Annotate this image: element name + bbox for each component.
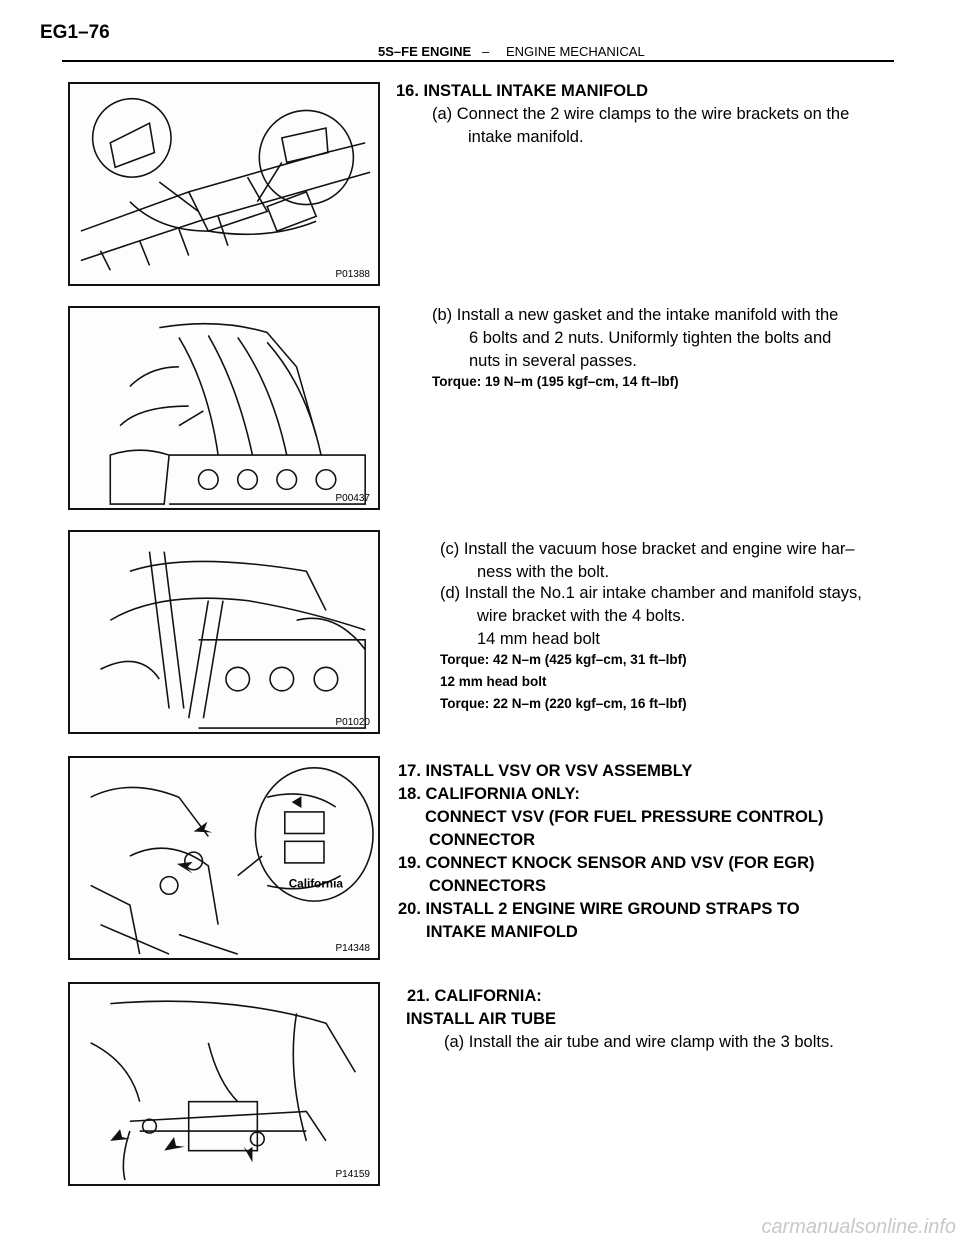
step-21a: (a) Install the air tube and wire clamp with the 3 bolts. [444,1033,834,1051]
figure-drawing [70,308,378,508]
intake-manifold-wire-clamp-illustration [68,82,380,286]
step-16d-torque2: Torque: 22 N–m (220 kgf–cm, 16 ft–lbf) [440,696,687,711]
california-callout: California [288,877,343,891]
header-rule [62,60,894,62]
step-20-line1: 20. INSTALL 2 ENGINE WIRE GROUND STRAPS TO [398,900,800,918]
header-separator: – [482,44,490,59]
step-18-line1: 18. CALIFORNIA ONLY: [398,785,580,803]
step-18-line3: CONNECTOR [429,831,536,849]
figure-drawing [70,532,378,732]
section-label: ENGINE MECHANICAL [506,44,645,59]
step-16d-torque1: Torque: 42 N–m (425 kgf–cm, 31 ft–lbf) [440,652,687,667]
vsv-connector-illustration [68,756,380,960]
step-21-line1: 21. CALIFORNIA: [407,987,542,1005]
figure-code: P00437 [335,493,370,504]
step-16d-line1: (d) Install the No.1 air intake chamber and manifold stays, [440,584,862,602]
step-16b-line3: nuts in several passes. [469,352,637,370]
figure-code: P14159 [335,1169,370,1180]
step-16b-line1: (b) Install a new gasket and the intake manifold with the [432,306,839,324]
air-tube-illustration [68,982,380,1186]
step-16c-line1: (c) Install the vacuum hose bracket and engine wire har– [440,540,855,558]
step-16b-line2: 6 bolts and 2 nuts. Uniformly tighten the bolts and [469,329,832,347]
step-16b-torque: Torque: 19 N–m (195 kgf–cm, 14 ft–lbf) [432,374,679,389]
figure-code: P14348 [335,943,370,954]
step-20-line2: INTAKE MANIFOLD [426,923,578,941]
figure-code: P01020 [335,717,370,728]
step-17: 17. INSTALL VSV OR VSV ASSEMBLY [398,762,693,780]
intake-manifold-gasket-illustration [68,306,380,510]
step-19-line1: 19. CONNECT KNOCK SENSOR AND VSV (FOR EGR) [398,854,815,872]
page-number: EG1–76 [40,22,110,43]
figure-drawing [70,984,378,1184]
step-21-line2: INSTALL AIR TUBE [406,1010,557,1028]
watermark: carmanualsonline.info [761,1216,956,1238]
step-18-line2: CONNECT VSV (FOR FUEL PRESSURE CONTROL) [425,808,824,826]
figure-drawing [70,84,378,284]
step-16d-bolt2: 12 mm head bolt [440,674,547,689]
step-16d-line2: wire bracket with the 4 bolts. [477,607,686,625]
figure-drawing [70,758,378,958]
step-16a-line1: (a) Connect the 2 wire clamps to the wire brackets on the [432,105,850,123]
step-16c-line2: ness with the bolt. [477,563,610,581]
manifold-stays-illustration [68,530,380,734]
step-16d-line3: 14 mm head bolt [477,630,600,648]
engine-label: 5S–FE ENGINE [378,44,472,59]
step-16-title: 16. INSTALL INTAKE MANIFOLD [396,82,649,100]
step-16a-line2: intake manifold. [468,128,584,146]
figure-code: P01388 [335,269,370,280]
step-19-line2: CONNECTORS [429,877,547,895]
